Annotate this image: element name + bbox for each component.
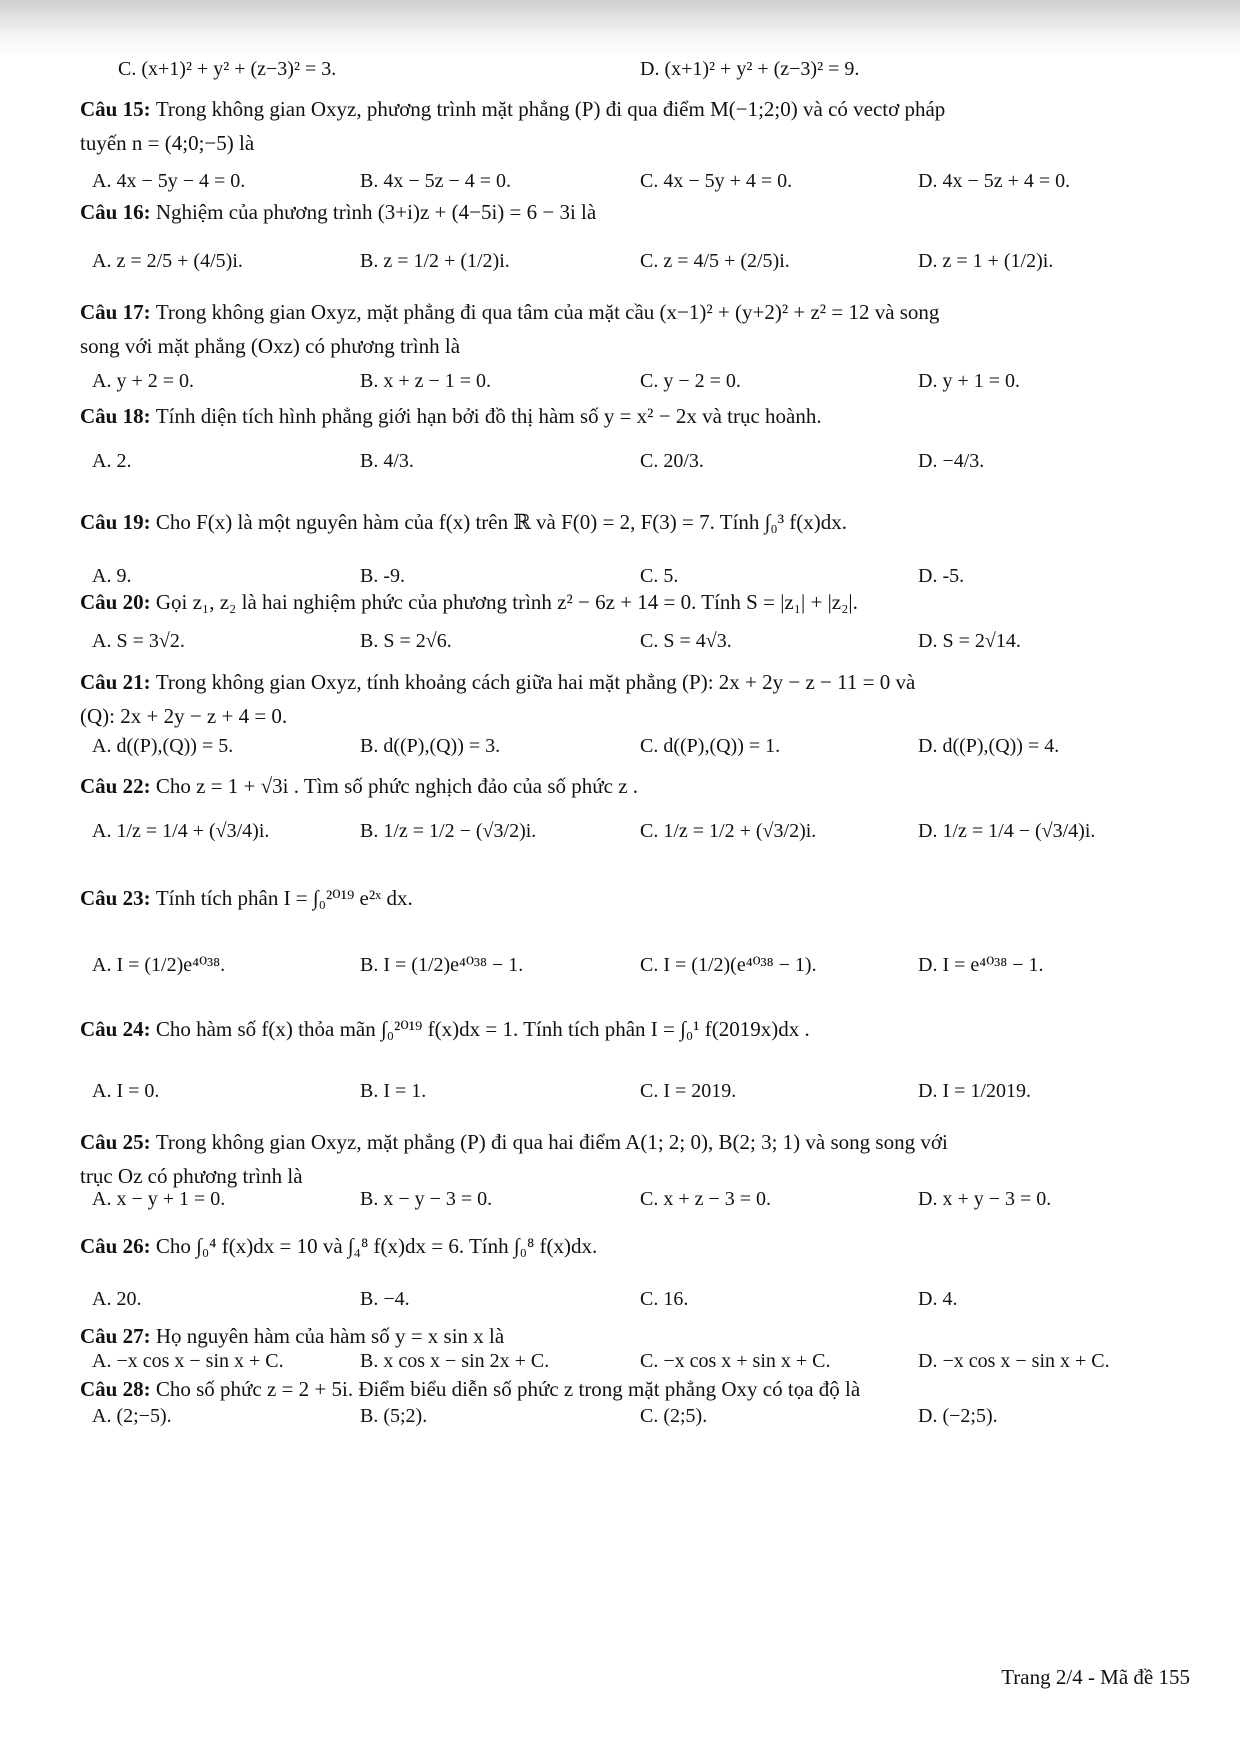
answer-option-c: C. 20/3. <box>640 450 704 472</box>
question-label: Câu 21: <box>80 670 156 694</box>
question-label: Câu 17: <box>80 300 156 324</box>
answer-option-b: B. I = 1. <box>360 1080 427 1102</box>
answer-option-c: C. 16. <box>640 1288 689 1310</box>
answer-option-c: C. (2;5). <box>640 1405 708 1427</box>
answer-option-c: C. z = 4/5 + (2/5)i. <box>640 250 790 272</box>
question-text-continued: song với mặt phẳng (Oxz) có phương trình là <box>80 334 461 358</box>
answer-option-b: B. 4x − 5z − 4 = 0. <box>360 170 512 192</box>
question-stem <box>80 884 413 912</box>
question-stem <box>80 402 822 430</box>
answer-option-b: B. x − y − 3 = 0. <box>360 1188 493 1210</box>
answer-option-a: A. −x cos x − sin x + C. <box>92 1350 284 1372</box>
answer-option-d: D. S = 2√14. <box>918 630 1021 652</box>
question-text: Gọi z₁, z₂ là hai nghiệm phức của phương trình z² − 6z + 14 = 0. Tính S = |z₁| + |z₂|. <box>155 590 858 614</box>
answer-option-c: C. S = 4√3. <box>640 630 732 652</box>
question-label: Câu 15: <box>80 97 156 121</box>
answer-option-a: A. 4x − 5y − 4 = 0. <box>92 170 246 192</box>
question-text: Cho ∫₀⁴ f(x)dx = 10 và ∫₄⁸ f(x)dx = 6. Tính ∫₀⁸ f(x)dx. <box>155 1234 598 1258</box>
answer-option-b: B. −4. <box>360 1288 410 1310</box>
answer-option-d: D. I = e⁴⁰³⁸ − 1. <box>918 954 1044 976</box>
question-stem <box>80 508 847 536</box>
answer-option-b: B. 4/3. <box>360 450 414 472</box>
answer-option-d: D. I = 1/2019. <box>918 1080 1031 1102</box>
question-stem <box>80 1232 597 1260</box>
question-label: Câu 18: <box>80 404 156 428</box>
answer-option-a: A. d((P),(Q)) = 5. <box>92 735 234 757</box>
answer-option-a: A. S = 3√2. <box>92 630 185 652</box>
answer-option-c: C. 4x − 5y + 4 = 0. <box>640 170 793 192</box>
question-text: Cho hàm số f(x) thỏa mãn ∫₀²⁰¹⁹ f(x)dx = 1. Tính tích phân I = ∫₀¹ f(2019x)dx . <box>155 1017 810 1041</box>
answer-option-c: C. 5. <box>640 565 679 587</box>
answer-option-a: A. 2. <box>92 450 132 472</box>
answer-option-d: D. 4x − 5z + 4 = 0. <box>918 170 1071 192</box>
question-label: Câu 23: <box>80 886 156 910</box>
answer-option-d: D. 4. <box>918 1288 958 1310</box>
answer-option-d: D. −x cos x − sin x + C. <box>918 1350 1110 1372</box>
answer-option-c: C. I = 2019. <box>640 1080 737 1102</box>
question-stem <box>80 1128 948 1156</box>
answer-option-a: A. (2;−5). <box>92 1405 172 1427</box>
question-label: Câu 19: <box>80 510 156 534</box>
question-text: Cho số phức z = 2 + 5i. Điểm biểu diễn số phức z trong mặt phẳng Oxy có tọa độ là <box>155 1377 861 1401</box>
answer-option-a: A. 9. <box>92 565 132 587</box>
question-label: Câu 20: <box>80 590 156 614</box>
answer-option-d: D. x + y − 3 = 0. <box>918 1188 1052 1210</box>
question-label: Câu 22: <box>80 774 156 798</box>
answer-option-d: D. -5. <box>918 565 965 587</box>
question-stem <box>80 1015 810 1043</box>
question-text: Trong không gian Oxyz, mặt phẳng (P) đi qua hai điểm A(1; 2; 0), B(2; 3; 1) và song song với <box>155 1130 948 1154</box>
question-label: Câu 26: <box>80 1234 156 1258</box>
question-text-continued: (Q): 2x + 2y − z + 4 = 0. <box>80 704 288 728</box>
question-text-continued: trục Oz có phương trình là <box>80 1164 303 1188</box>
question-text: Tính tích phân I = ∫₀²⁰¹⁹ e²ˣ dx. <box>155 886 413 910</box>
answer-option-a: A. x − y + 1 = 0. <box>92 1188 226 1210</box>
answer-option-b: B. 1/z = 1/2 − (√3/2)i. <box>360 820 537 842</box>
answer-option-a: A. 1/z = 1/4 + (√3/4)i. <box>92 820 270 842</box>
question-stem <box>80 588 858 616</box>
option-d-prev: D. (x+1)² + y² + (z−3)² = 9. <box>640 58 860 80</box>
answer-option-b: B. I = (1/2)e⁴⁰³⁸ − 1. <box>360 954 524 976</box>
question-text: Cho F(x) là một nguyên hàm của f(x) trên ℝ và F(0) = 2, F(3) = 7. Tính ∫₀³ f(x)dx. <box>155 510 848 534</box>
question-stem <box>80 298 939 326</box>
question-text: Trong không gian Oxyz, mặt phẳng đi qua tâm của mặt cầu (x−1)² + (y+2)² + z² = 12 và song <box>155 300 940 324</box>
answer-option-d: D. 1/z = 1/4 − (√3/4)i. <box>918 820 1096 842</box>
answer-option-b: B. d((P),(Q)) = 3. <box>360 735 501 757</box>
question-label: Câu 24: <box>80 1017 156 1041</box>
question-text: Trong không gian Oxyz, tính khoảng cách giữa hai mặt phẳng (P): 2x + 2y − z − 11 = 0 và <box>155 670 916 694</box>
answer-option-c: C. −x cos x + sin x + C. <box>640 1350 831 1372</box>
answer-option-b: B. x + z − 1 = 0. <box>360 370 492 392</box>
answer-option-d: D. (−2;5). <box>918 1405 998 1427</box>
answer-option-c: C. I = (1/2)(e⁴⁰³⁸ − 1). <box>640 954 817 976</box>
scan-edge <box>0 0 1240 58</box>
option-c-prev: C. (x+1)² + y² + (z−3)² = 3. <box>118 58 337 80</box>
question-label: Câu 25: <box>80 1130 156 1154</box>
answer-option-c: C. d((P),(Q)) = 1. <box>640 735 781 757</box>
answer-option-b: B. z = 1/2 + (1/2)i. <box>360 250 510 272</box>
answer-option-d: D. d((P),(Q)) = 4. <box>918 735 1060 757</box>
answer-option-d: D. y + 1 = 0. <box>918 370 1021 392</box>
question-text: Trong không gian Oxyz, phương trình mặt phẳng (P) đi qua điểm M(−1;2;0) và có vectơ pháp <box>155 97 946 121</box>
question-stem <box>80 772 638 800</box>
question-label: Câu 27: <box>80 1324 156 1348</box>
question-text: Họ nguyên hàm của hàm số y = x sin x là <box>155 1324 505 1348</box>
page-footer: Trang 2/4 - Mã đề 155 <box>1001 1665 1190 1689</box>
answer-option-c: C. y − 2 = 0. <box>640 370 741 392</box>
answer-option-a: A. 20. <box>92 1288 142 1310</box>
question-stem <box>80 198 596 226</box>
answer-option-a: A. I = 0. <box>92 1080 160 1102</box>
answer-option-b: B. x cos x − sin 2x + C. <box>360 1350 550 1372</box>
question-text: Cho z = 1 + √3i . Tìm số phức nghịch đảo của số phức z . <box>155 774 639 798</box>
answer-option-a: A. I = (1/2)e⁴⁰³⁸. <box>92 954 226 976</box>
answer-option-b: B. (5;2). <box>360 1405 428 1427</box>
answer-option-c: C. 1/z = 1/2 + (√3/2)i. <box>640 820 817 842</box>
answer-option-b: B. S = 2√6. <box>360 630 452 652</box>
answer-option-d: D. −4/3. <box>918 450 985 472</box>
question-text: Tính diện tích hình phẳng giới hạn bởi đồ thị hàm số y = x² − 2x và trục hoành. <box>155 404 822 428</box>
question-text-continued: tuyến n = (4;0;−5) là <box>80 131 255 155</box>
question-stem <box>80 1375 860 1403</box>
question-label: Câu 16: <box>80 200 156 224</box>
answer-option-a: A. z = 2/5 + (4/5)i. <box>92 250 243 272</box>
question-stem <box>80 95 945 123</box>
question-stem <box>80 668 915 696</box>
answer-option-b: B. -9. <box>360 565 405 587</box>
answer-option-c: C. x + z − 3 = 0. <box>640 1188 772 1210</box>
answer-option-a: A. y + 2 = 0. <box>92 370 195 392</box>
question-label: Câu 28: <box>80 1377 156 1401</box>
question-text: Nghiệm của phương trình (3+i)z + (4−5i) = 6 − 3i là <box>155 200 597 224</box>
answer-option-d: D. z = 1 + (1/2)i. <box>918 250 1054 272</box>
question-stem <box>80 1322 504 1350</box>
